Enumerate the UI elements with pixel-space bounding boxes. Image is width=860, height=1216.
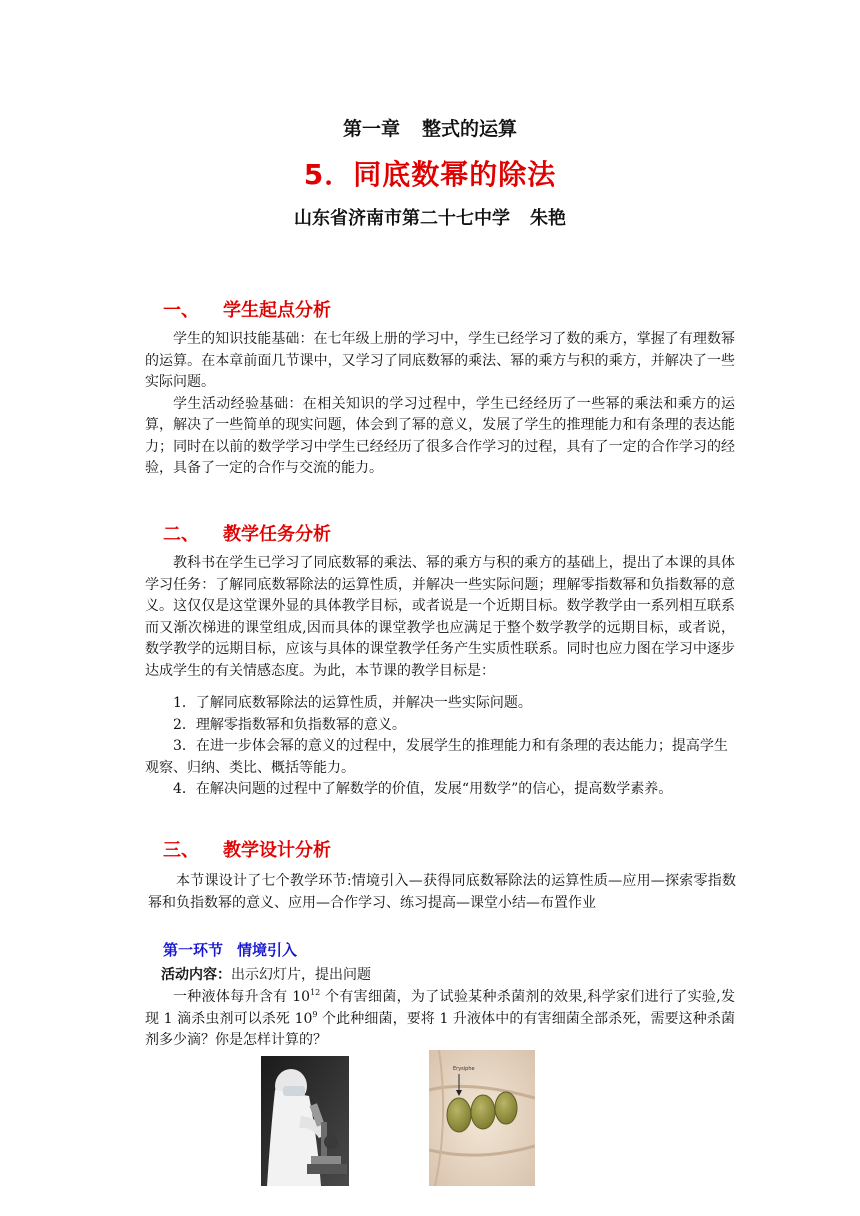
section-body-1 xyxy=(145,329,735,480)
section-heading-1 xyxy=(163,296,331,322)
list-item: 4．在解决问题的过程中了解数学的价值，发展“用数学”的信心，提高数学素养。 xyxy=(173,781,673,797)
scientist-microscope-image xyxy=(261,1056,349,1186)
section-title: 教学设计分析 xyxy=(223,840,331,861)
section-title: 学生起点分析 xyxy=(223,300,331,321)
paragraph: 学生活动经验基础：在相关知识的学习过程中，学生已经经历了一些幂的乘法和乘方的运算，解决了一些简单的现实问题，体会到了幂的意义，发展了学生的推理能力和有条理的表达能力；同时在以前的数学学习中学生已经经历了很多合作学习的过程，具有了一定的合作学习的经验，具备了一定的合作与交流的能力。 xyxy=(145,395,735,476)
step-label: 第一环节 xyxy=(163,941,224,959)
section-number: 三、 xyxy=(163,840,199,861)
lesson-title: 5．同底数幂的除法 xyxy=(303,158,557,191)
bacteria-micrograph-image xyxy=(429,1050,535,1186)
chapter-number: 第一章 xyxy=(342,118,400,140)
section-body-2 xyxy=(145,553,735,682)
section-title: 教学任务分析 xyxy=(223,524,331,545)
step-heading xyxy=(163,939,297,960)
problem-text: 一种液体每升含有 $10^{12}$ 个有害细菌，为了试验某种杀菌剂的效果,科学家们进行了实验,发现 1 滴杀虫剂可以杀死 $10^9$ 个此种细菌，要将 1 升液体中的有害细菌全部杀死，需要这种杀菌剂多少滴？你是怎样计算的？ xyxy=(145,988,735,1048)
section-body-3 xyxy=(148,871,736,914)
section-number: 二、 xyxy=(163,524,199,545)
chapter-name: 整式的运算 xyxy=(422,118,518,140)
paragraph: 教科书在学生已学习了同底数幂的乘法、幂的乘方与积的乘方的基础上，提出了本课的具体学习任务：了解同底数幂除法的运算性质，并解决一些实际问题；理解零指数幂和负指数幂的意义。这仅仅是这堂课外显的具体教学目标，或者说是一个近期目标。数学教学由一系列相互联系而又渐次梯进的课堂组成,因而具体的课堂教学也应满足于整个数学教学的远期目标，或者说，数学教学的远期目标，应该与具体的课堂教学任务产生实质性联系。同时也应力图在学习中逐步达成学生的有关情感态度。为此，本节课的教学目标是： xyxy=(145,555,735,679)
chapter-title xyxy=(0,114,860,141)
paragraph: 学生的知识技能基础：在七年级上册的学习中，学生已经学习了数的乘方，掌握了有理数幂的运算。在本章前面几节课中，又学习了同底数幂的乘法、幂的乘方与积的乘方，并解决了一些实际问题。 xyxy=(145,331,735,390)
list-item: 2．理解零指数幂和负指数幂的意义。 xyxy=(173,716,406,733)
author-name: 朱艳 xyxy=(530,208,566,229)
list-item: 1．了解同底数幂除法的运算性质，并解决一些实际问题。 xyxy=(173,695,532,711)
list-item: 3．在进一步体会幂的意义的过程中，发展学生的推理能力和有条理的表达能力；提高学生观察、归纳、类比、概括等能力。 xyxy=(145,738,728,776)
step-title: 情境引入 xyxy=(237,941,298,959)
activity-line xyxy=(161,964,371,984)
activity-label: 活动内容： xyxy=(161,967,231,983)
objectives-list xyxy=(145,693,735,801)
section-heading-3 xyxy=(163,836,331,862)
section-heading-2 xyxy=(163,520,331,546)
section-number: 一、 xyxy=(163,300,199,321)
activity-text: 出示幻灯片，提出问题 xyxy=(231,967,371,983)
micrograph-label: Erysiphe xyxy=(453,1066,475,1072)
author-school: 山东省济南市第二十七中学 xyxy=(294,208,510,229)
author-line xyxy=(0,204,860,230)
paragraph: 本节课设计了七个教学环节:情境引入—获得同底数幂除法的运算性质—应用—探索零指数幂和负指数幂的意义、应用—合作学习、练习提高—课堂小结—布置作业 xyxy=(148,873,736,911)
